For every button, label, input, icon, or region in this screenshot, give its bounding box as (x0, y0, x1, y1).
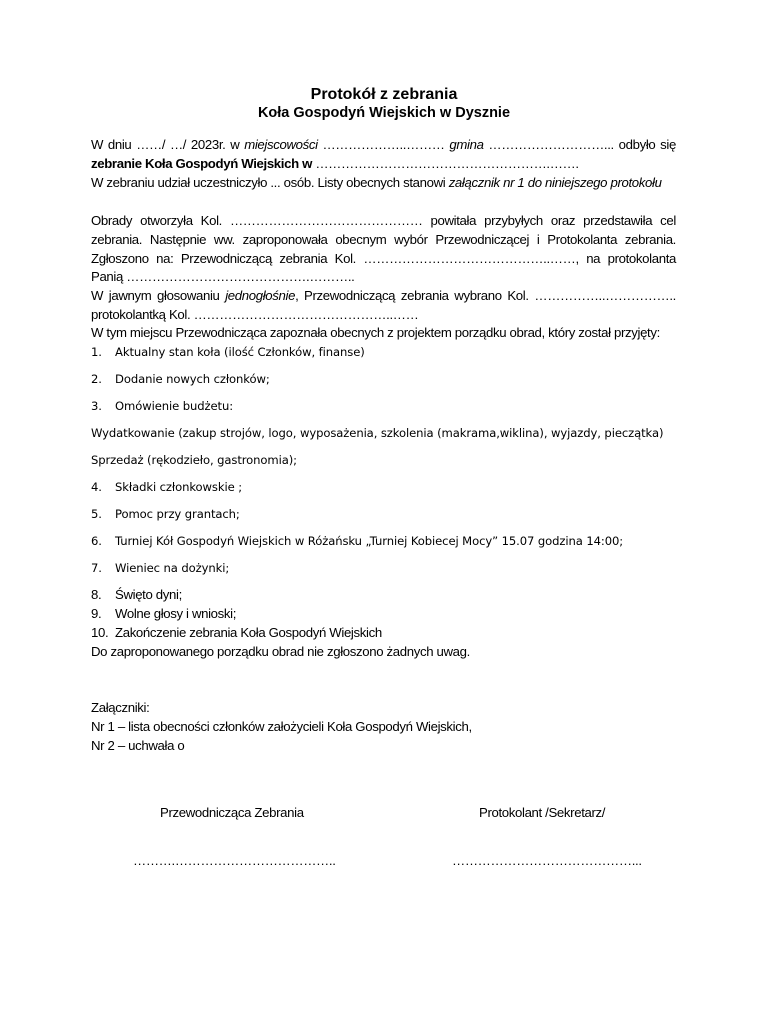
agenda-intro: W tym miejscu Przewodnicząca zapoznała obecnych z projektem porządku obrad, który został przyjęty: (91, 325, 660, 340)
secretary-label: Protokolant /Sekretarz/ (479, 805, 606, 820)
attendance-paragraph: W zebraniu udział uczestniczyło ... osób. Listy obecnych stanowi załącznik nr 1 do niniejszego protokołu (91, 175, 662, 190)
agenda-item: 4. Składki członkowskie ; (91, 480, 243, 494)
agenda-item: 9. Wolne głosy i wnioski; (91, 606, 237, 621)
agenda-subitem: Sprzedaż (rękodzieło, gastronomia); (91, 453, 297, 467)
document-subtitle: Koła Gospodyń Wiejskich w Dysznie (257, 105, 511, 121)
agenda-subitem: Wydatkowanie (zakup strojów, logo, wyposażenia, szkolenia (makrama,wiklina), wyjazdy, pieczątka) (91, 426, 664, 440)
attachment-item: Nr 1 – lista obecności członków założycieli Koła Gospodyń Wiejskich, (91, 719, 472, 734)
agenda-item: 3. Omówienie budżetu: (91, 399, 234, 413)
agenda-item: 1. Aktualny stan koła (ilość Członków, finanse) (91, 345, 365, 359)
opening-paragraph: Obrady otworzyła Kol. ……………………………………… powitała przybyłych oraz przedstawiła cel zebrania. Następnie ww. zaproponowała obecnym wybór Przewodniczącej i Protokolanta zebrania. Zgłoszono na: Przewodniczącą zebrania Kol. ……………………………………..……, na protokolanta Panią …………………………………….……….. (91, 213, 676, 285)
attachments-heading: Załączniki: (91, 700, 150, 715)
vote-paragraph: W jawnym głosowaniu jednogłośnie, Przewodniczącą zebrania wybrano Kol. ……………..…………….. protokolantką Kol. ………………………………………..…… (91, 288, 676, 322)
document-title: Protokół z zebrania (310, 86, 458, 103)
attachment-item: Nr 2 – uchwała o (91, 738, 185, 753)
chairwoman-signature-line: ……….……………………………….. (133, 853, 336, 868)
agenda-closing: Do zaproponowanego porządku obrad nie zgłoszono żadnych uwag. (91, 644, 470, 659)
secretary-signature-line: ……………………………………... (452, 853, 642, 868)
intro-paragraph: W dniu ……/ …/ 2023r. w miejscowości ………………..……… gmina ………………………... odbyło się zebranie Koła Gospodyń Wiejskich w ……………………………………………….……. (91, 137, 676, 171)
agenda-item: 8. Święto dyni; (91, 587, 182, 602)
agenda-item: 7. Wieniec na dożynki; (91, 561, 230, 575)
agenda-item: 6. Turniej Kół Gospodyń Wiejskich w Różańsku „Turniej Kobiecej Mocy” 15.07 godzina 14:00; (91, 534, 624, 548)
agenda-item: 5. Pomoc przy grantach; (91, 507, 240, 521)
chairwoman-label: Przewodnicząca Zebrania (160, 805, 304, 820)
agenda-item: 10. Zakończenie zebrania Koła Gospodyń Wiejskich (91, 625, 382, 640)
agenda-item: 2. Dodanie nowych członków; (91, 372, 270, 386)
